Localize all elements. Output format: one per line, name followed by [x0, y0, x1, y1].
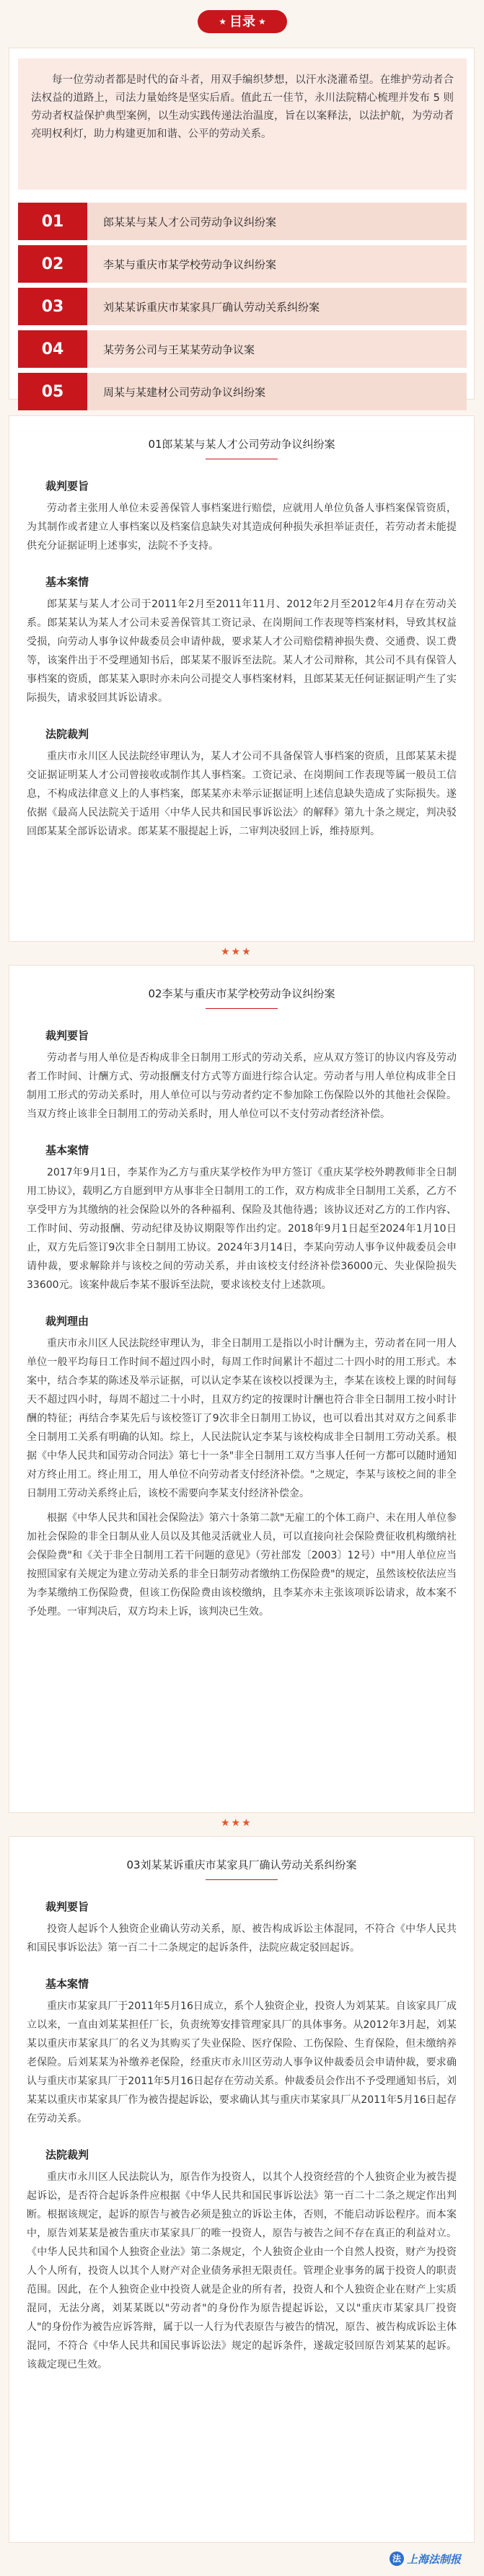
case-paragraph: 重庆市永川区人民法院经审理认为，某人才公司不具备保管人事档案的资质，且郎某某未提交证据证明某人才公司曾接收或制作其人事档案。工资记录、在岗期间工作表现等属一般员工信息，不构成法律意义上的人事档案，郎某某亦未举示证据证明上述信息缺失造成了实际损失。遂依据《最高人民法院关于适用〈中华人民共和国民事诉讼法〉的解释》第九十条之规定，判决驳回郎某某全部诉讼请求。郎某某不服提起上诉，二审判决驳回上诉，维持原判。 [27, 751, 457, 837]
case-paragraph: 重庆市永川区人民法院认为，原告作为投资人，以其个人投资经营的个人独资企业为被告提起诉讼，是否符合起诉条件应根据《中华人民共和国民事诉讼法》第一百二十二条之规定作出判断。根据该规定，起诉的原告与被告必须是独立的诉讼主体，否则，不能启动诉讼程序。而本案中，原告刘某某是被告重庆市某家具厂的唯一投资人，原告与被告之间不存在真正的利益对立。《中华人民共和国个人独资企业法》第二条规定，个人独资企业由一个自然人投资，财产为投资人个人所有，投资人以其个人财产对企业债务承担无限责任。管理企业事务的属于投资人的职责范围。因此，在个人独资企业中投资人就是企业的所有者，投资人和个人独资企业在财产上实质混同，无法分离，刘某某既以"劳动者"的身份作为原告提起诉讼，又以"重庆市某家具厂投资人"的身份作为被告应诉答辩，属于以一人行为代表原告与被告的情况，原告、被告构成诉讼主体混同，不符合《中华人民共和国民事诉讼法》规定的起诉条件，遂裁定驳回原告刘某某的起诉。该裁定现已生效。 [27, 2171, 457, 2370]
toc-number: 03 [18, 288, 87, 325]
toc-header-title: 目录 [229, 14, 255, 30]
toc-header-pill [198, 10, 287, 33]
toc-item-01[interactable] [18, 203, 467, 240]
star-icon: ★ [258, 17, 266, 27]
title-divider [206, 1008, 278, 1009]
case-paragraph: 重庆市某家具厂于2011年5月16日成立，系个人独资企业，投资人为刘某某。自该家具厂成立以来，一直由刘某某担任厂长，负责统筹安排管理家具厂的具体事务。从2012年3月起，刘某某以重庆市某家具厂的名义为其购买了失业保险、医疗保险、工伤保险、生育保险，但未缴纳养老保险。后刘某某为补缴养老保险，经重庆市永川区劳动人事争议仲裁委员会申请仲裁，要求确认与重庆市某家具厂于2011年5月16日起存在劳动关系。仲裁委员会作出不予受理通知书后，刘某某以重庆市某家具厂作为被告提起诉讼，要求确认其与重庆市某家具厂从2011年5月16日起存在劳动关系。 [27, 2001, 457, 2125]
toc-label: 刘某某诉重庆市某家具厂确认劳动关系纠纷案 [103, 300, 320, 314]
toc-item-02[interactable] [18, 245, 467, 283]
case-paragraph: 劳动者主张用人单位未妥善保管人事档案进行赔偿，应就用人单位负备人事档案保管资质，为其制作或者建立人事档案以及档案信息缺失对其造成何种损失承担举证责任，若劳动者未能提供充分证据证明上述事实，法院不予支持。 [27, 503, 457, 552]
case-section-03 [9, 1836, 475, 2543]
toc-item-04[interactable] [18, 330, 467, 368]
title-divider [206, 1879, 278, 1880]
case-title-text: 01郎某某与某人才公司劳动争议纠纷案 [148, 438, 335, 451]
case-paragraph: 郎某某与某人才公司于2011年2月至2011年11月、2012年2月至2012年4月存在劳动关系。郎某某认为某人才公司未妥善保管其工资记录、在岗期间工作表现等档案材料，导致其权益受损，向劳动人事争议仲裁委员会申请仲裁，要求某人才公司赔偿精神损失费、交通费、误工费等，该案件出于不受理通知书后，郎某某不服诉至法院。某人才公司辩称，其公司不具有保管人事档案的资质，郎某某入职时亦未向公司提交人事档案材料，且郎某某无任何证据证明产生了实际损失，请求驳回其诉讼请求。 [27, 599, 457, 704]
toc-number: 02 [18, 245, 87, 283]
table-of-contents [18, 203, 467, 415]
divider-stars: ★★★ [221, 946, 252, 958]
case-paragraph: 投资人起诉个人独资企业确认劳动关系，原、被告构成诉讼主体混同，不符合《中华人民共和国民事诉讼法》第一百二十二条规定的起诉条件，法院应裁定驳回起诉。 [27, 1923, 457, 1954]
case-paragraph: 2017年9月1日，李某作为乙方与重庆某学校作为甲方签订《重庆某学校外聘教师非全日制用工协议》，载明乙方自愿到甲方从事非全日制用工的工作，双方构成非全日制用工关系，乙方不享受甲方为其缴纳的社会保险以外的各种福利、保险及其他待遇；该协议还对乙方的工作内容、工作时间、劳动报酬、劳动纪律及协议期限等作出约定。2018年9月1日起至2024年1月10日止，双方先后签订9次非全日制用工协议。2024年3月14日，李某向劳动人事争议仲裁委员会申请仲裁，要求解除并与该校之间的劳动关系，并由该校支付经济补偿36000元、失业保险损失33600元。该案仲裁后李某不服诉至法院，要求该校支付上述款项。 [27, 1167, 457, 1291]
star-icon: ★ [219, 17, 226, 27]
intro-text: 每一位劳动者都是时代的奋斗者，用双手编织梦想，以汗水浇灌希望。在维护劳动者合法权益的道路上，司法力量始终是坚实后盾。值此五一佳节，永川法院精心梳理并发布 5 则劳动者权益保护典型案例，以生动实践传递法治温度，旨在以案释法，以法护航，为劳动者亮明权利灯，助力构建更加和谐、公平的劳动关系。 [31, 74, 454, 140]
case-title [9, 1857, 474, 1880]
case-subheading: 裁判要旨 [45, 1029, 89, 1042]
case-title-text: 02李某与重庆市某学校劳动争议纠纷案 [148, 987, 335, 1000]
case-subheading: 法院裁判 [45, 2148, 89, 2161]
toc-number: 04 [18, 330, 87, 368]
publisher-logo [390, 2549, 461, 2569]
toc-number: 01 [18, 203, 87, 240]
intro-panel [18, 58, 467, 190]
logo-emblem-icon: 法 [390, 2551, 404, 2566]
case-subheading: 基本案情 [45, 1977, 89, 1990]
case-subheading: 裁判要旨 [45, 1900, 89, 1913]
case-paragraph: 劳动者与用人单位是否构成非全日制用工形式的劳动关系，应从双方签订的协议内容及劳动者工作时间、计酬方式、劳动报酬支付方式等方面进行综合认定。劳动者与用人单位构成非全日制用工形式的劳动关系时，用人单位可以与劳动者约定不参加除工伤保险以外的其他社会保险。当双方终止该非全日制用工的劳动关系时，用人单位可以不支付劳动者经济补偿。 [27, 1052, 457, 1120]
case-subheading: 法院裁判 [45, 728, 89, 741]
case-subheading: 裁判理由 [45, 1315, 89, 1328]
toc-item-05[interactable] [18, 373, 467, 410]
case-title [9, 986, 474, 1009]
case-section-02 [9, 965, 475, 1813]
case-section-01 [9, 415, 475, 942]
case-paragraph: 根据《中华人民共和国社会保险法》第六十条第二款"无雇工的个体工商户、未在用人单位参加社会保险的非全日制从业人员以及其他灵活就业人员，可以直接向社会保险费征收机构缴纳社会保险费"和《关于非全日制用工若干问题的意见》（劳社部发〔2003〕12号）中"用人单位应当按照国家有关规定为建立劳动关系的非全日制劳动者缴纳工伤保险费"的规定，虽然该校依法应当为李某缴纳工伤保险费，但该工伤保险费由该校缴纳，且李某亦未主张该项诉讼请求，故本案不予处理。一审判决后，双方均未上诉，该判决已生效。 [27, 1512, 457, 1618]
case-title-text: 03刘某某诉重庆市某家具厂确认劳动关系纠纷案 [126, 1858, 357, 1871]
intro-card [9, 48, 475, 400]
toc-item-03[interactable] [18, 288, 467, 325]
case-subheading: 基本案情 [45, 575, 89, 588]
toc-label: 郎某某与某人才公司劳动争议纠纷案 [103, 215, 277, 229]
toc-label: 李某与重庆市某学校劳动争议纠纷案 [103, 257, 277, 271]
toc-label: 某劳务公司与王某某劳动争议案 [103, 343, 255, 356]
case-subheading: 基本案情 [45, 1144, 89, 1157]
case-paragraph: 重庆市永川区人民法院经审理认为，非全日制用工是指以小时计酬为主，劳动者在同一用人单位一般平均每日工作时间不超过四小时，每周工作时间累计不超过二十四小时的用工形式。本案中，结合李某的陈述及举示证据，可以认定李某在该校以授课为主，李某在该校上课的时间每天不超过四小时，每周不超过二十小时，且双方约定的按课时计酬也符合非全日制用工按小时计酬的特征；再结合李某先后与该校签订了9次非全日制用工协议，也可以看出其对双方之间系非全日制用工关系有明确的认知。综上，人民法院认定李某与该校构成非全日制用工劳动关系。根据《中华人民共和国劳动合同法》第七十一条"非全日制用工双方当事人任何一方都可以随时通知对方终止用工。终止用工，用人单位不向劳动者支付经济补偿。"之规定，李某与该校之间的非全日制用工劳动关系终止后，该校不需要向李某支付经济补偿金。 [27, 1338, 457, 1499]
toc-label: 周某与某建材公司劳动争议纠纷案 [103, 385, 266, 399]
case-title [9, 436, 474, 459]
case-subheading: 裁判要旨 [45, 480, 89, 493]
divider-stars: ★★★ [221, 1817, 252, 1829]
logo-text: 上海法制报 [407, 2552, 462, 2566]
toc-number: 05 [18, 373, 87, 410]
